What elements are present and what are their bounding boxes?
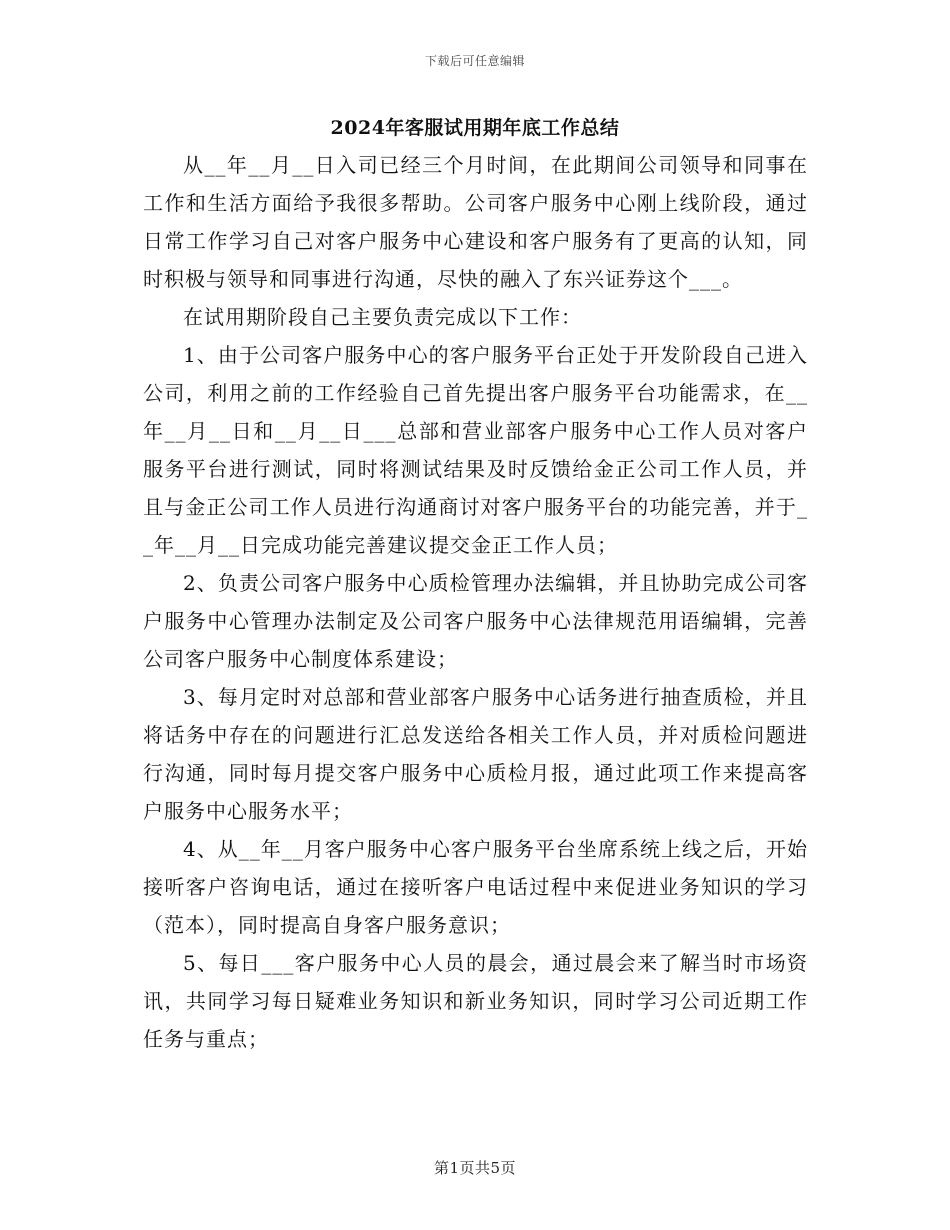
- paragraph-item-3: 3、每月定时对总部和营业部客户服务中心话务进行抽查质检，并且将话务中存在的问题进行汇总发送给各相关工作人员，并对质检问题进行沟通，同时每月提交客户服务中心质检月报，通过此项工作来提高客户服务中心服务水平；: [143, 685, 808, 823]
- paragraph-item-2: 2、负责公司客户服务中心质检管理办法编辑，并且协助完成公司客户服务中心管理办法制定及公司客户服务中心法律规范用语编辑，完善公司客户服务中心制度体系建设；: [143, 571, 808, 671]
- document-body: [143, 146, 808, 1058]
- page-number: 第1页共5页: [433, 1159, 517, 1177]
- paragraph-item-5: 5、每日___客户服务中心人员的晨会，通过晨会来了解当时市场资讯，共同学习每日疑难业务知识和新业务知识，同时学习公司近期工作任务与重点；: [143, 951, 808, 1051]
- page-header: 下载后可任意编辑: [424, 54, 525, 68]
- paragraph-work-summary-heading: 在试用期阶段自己主要负责完成以下工作：: [183, 305, 582, 329]
- paragraph-intro: 从__年__月__日入司已经三个月时间，在此期间公司领导和同事在工作和生活方面给予我很多帮助。公司客户服务中心刚上线阶段，通过日常工作学习自己对客户服务中心建设和客户服务有了更高的认知，同时积极与领导和同事进行沟通，尽快的融入了东兴证券这个___。: [143, 153, 808, 291]
- document-title: 2024年客服试用期年底工作总结: [330, 117, 620, 139]
- paragraph-item-4: 4、从__年__月客户服务中心客户服务平台坐席系统上线之后，开始接听客户咨询电话，通过在接听客户电话过程中来促进业务知识的学习（范本），同时提高自身客户服务意识；: [143, 837, 808, 937]
- paragraph-item-1: 1、由于公司客户服务中心的客户服务平台正处于开发阶段自己进入公司，利用之前的工作经验自己首先提出客户服务平台功能需求，在__年__月__日和__月__日___总部和营业部客户服务中心工作人员对客户服务平台进行测试，同时将测试结果及时反馈给金正公司工作人员，并且与金正公司工作人员进行沟通商讨对客户服务平台的功能完善，并于__年__月__日完成功能完善建议提交金正工作人员；: [143, 343, 808, 557]
